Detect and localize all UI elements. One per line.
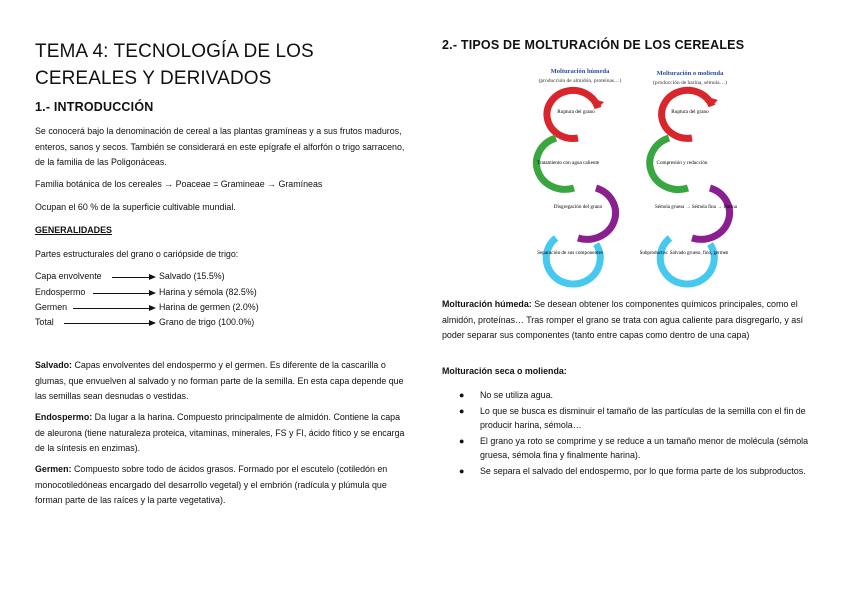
molturacion-diagram [516, 64, 752, 292]
diagram-arc-purple [578, 188, 616, 239]
arrow-line [73, 308, 149, 309]
bullet-text: El grano ya roto se comprime y se reduce a un tamaño menor de molécula (sémola gruesa, sémola fina y finalmente harina). [480, 435, 809, 461]
intro-paragraph: Se conocerá bajo la denominación de cereal a las plantas gramíneas y a sus frutos maduros, enteros, sanos y secos. También se considerará en este epígrafe el alforfón o trigo sarraceno, de la familia de las Poligonáceas. [35, 126, 405, 168]
diagram-right-title: Molturación o molienda [656, 70, 724, 77]
diagram-arc-blue [660, 238, 714, 284]
part-value: Grano de trigo (100.0%) [159, 317, 255, 327]
diagram-left-step: Separación de sus componentes [537, 250, 603, 256]
diagram-right-step: Compresión y reducción [656, 160, 708, 166]
part-row [35, 302, 315, 315]
diagram-right-subtitle: (producción de harina, sémola…) [653, 80, 727, 86]
part-label: Capa envolvente [35, 271, 102, 281]
arrow-line [112, 277, 149, 278]
arrow-right-icon [149, 290, 156, 296]
diagram-arc-purple [692, 188, 730, 239]
salvado-text: Capas envolventes del endospermo y el germen. Es diferente de la cascarilla o glumas, que envuelven al salvado y no forman parte de la semilla. En esta capa depende que las semillas sean desnudas o vestidas. [35, 360, 404, 402]
part-row [35, 287, 315, 300]
family-line: Familia botánica de los cereales → Poaceae = Gramineae → Gramíneas [35, 179, 323, 189]
part-value: Salvado (15.5%) [159, 271, 225, 281]
intro-heading: 1.- INTRODUCCIÓN [35, 100, 154, 114]
part-label: Total [35, 317, 54, 327]
humeda-text: Se desean obtener los componentes químicos principales, como el almidón, proteínas… Tras romper el grano se trata con agua caliente para disgregarlo, y así poder separar sus componentes (tanto entre capas como dentro de una capa) [442, 299, 804, 341]
part-row [35, 317, 315, 330]
endospermo-term: Endospermo: [35, 412, 93, 422]
bullet-icon: ● [459, 435, 465, 446]
parts-intro: Partes estructurales del grano o cariópside de trigo: [35, 249, 239, 259]
diagram-right-step: Sémola gruesa → Sémola fina → Harina [655, 205, 737, 210]
diagram-left-title: Molturación húmeda [550, 68, 610, 75]
list-item [442, 404, 822, 433]
humeda-paragraph [442, 297, 827, 344]
document-title: TEMA 4: TECNOLOGÍA DE LOS CEREALES Y DERIVADOS [35, 41, 314, 89]
part-row [35, 271, 315, 284]
list-item [442, 388, 822, 403]
salvado-paragraph [35, 358, 410, 405]
part-value: Harina y sémola (82.5%) [159, 287, 257, 297]
diagram-left-step: Disgregación del grano [553, 204, 603, 210]
salvado-term: Salvado: [35, 360, 72, 370]
arrow-right-icon [149, 274, 156, 280]
arrow-right-icon [149, 320, 156, 326]
bullet-icon: ● [459, 405, 465, 416]
diagram-right-step: Ruptura del grano [671, 109, 709, 115]
arrow-right-icon [149, 305, 156, 311]
seca-heading: Molturación seca o molienda: [442, 366, 567, 376]
generalidades-heading: GENERALIDADES [35, 225, 112, 235]
endospermo-paragraph [35, 410, 410, 457]
bullet-text: Lo que se busca es disminuir el tamaño de las partículas de la semilla con el fin de producir harina, sémola… [480, 405, 806, 431]
diagram-left-step: Tratamiento con agua caliente [536, 160, 600, 166]
bullet-icon: ● [459, 390, 465, 400]
arrow-line [64, 323, 149, 324]
bullet-icon: ● [459, 465, 465, 476]
bullet-text: No se utiliza agua. [480, 390, 554, 400]
diagram-arc-blue [546, 238, 600, 284]
part-label: Germen [35, 302, 68, 312]
germen-paragraph [35, 462, 410, 509]
surface-line: Ocupan el 60 % de la superficie cultivable mundial. [35, 202, 236, 212]
part-value: Harina de germen (2.0%) [159, 302, 259, 312]
list-item [442, 434, 822, 463]
seca-bullet-list [442, 388, 822, 480]
diagram-left-step: Ruptura del grano [557, 109, 595, 115]
germen-term: Germen: [35, 464, 72, 474]
humeda-term: Molturación húmeda: [442, 299, 532, 309]
arrow-line [93, 293, 149, 294]
diagram-left-subtitle: (producción de almidón, proteínas…) [538, 78, 622, 84]
diagram-right-step: Subproductos: Salvado grueso, fino, germen [639, 251, 729, 256]
list-item [442, 464, 822, 479]
molturacion-heading: 2.- TIPOS DE MOLTURACIÓN DE LOS CEREALES [442, 38, 745, 52]
bullet-text: Se separa el salvado del endospermo, por lo que forma parte de los subproductos. [480, 465, 806, 476]
germen-text: Compuesto sobre todo de ácidos grasos. Formado por el escutelo (cotiledón en monocotiledóneas encargado del desarrollo vegetal) y el embrión (radícula y plúmula que forman parte de las raíces y la parte vegetativa). [35, 464, 388, 506]
part-label: Endospermo [35, 287, 86, 297]
endospermo-text: Da lugar a la harina. Compuesto principalmente de almidón. Contiene la capa de aleurona (tiene naturaleza proteica, vitaminas, minerales, FS y FI, ácido fítico y se encarga de la síntesis en enzimas). [35, 412, 405, 454]
